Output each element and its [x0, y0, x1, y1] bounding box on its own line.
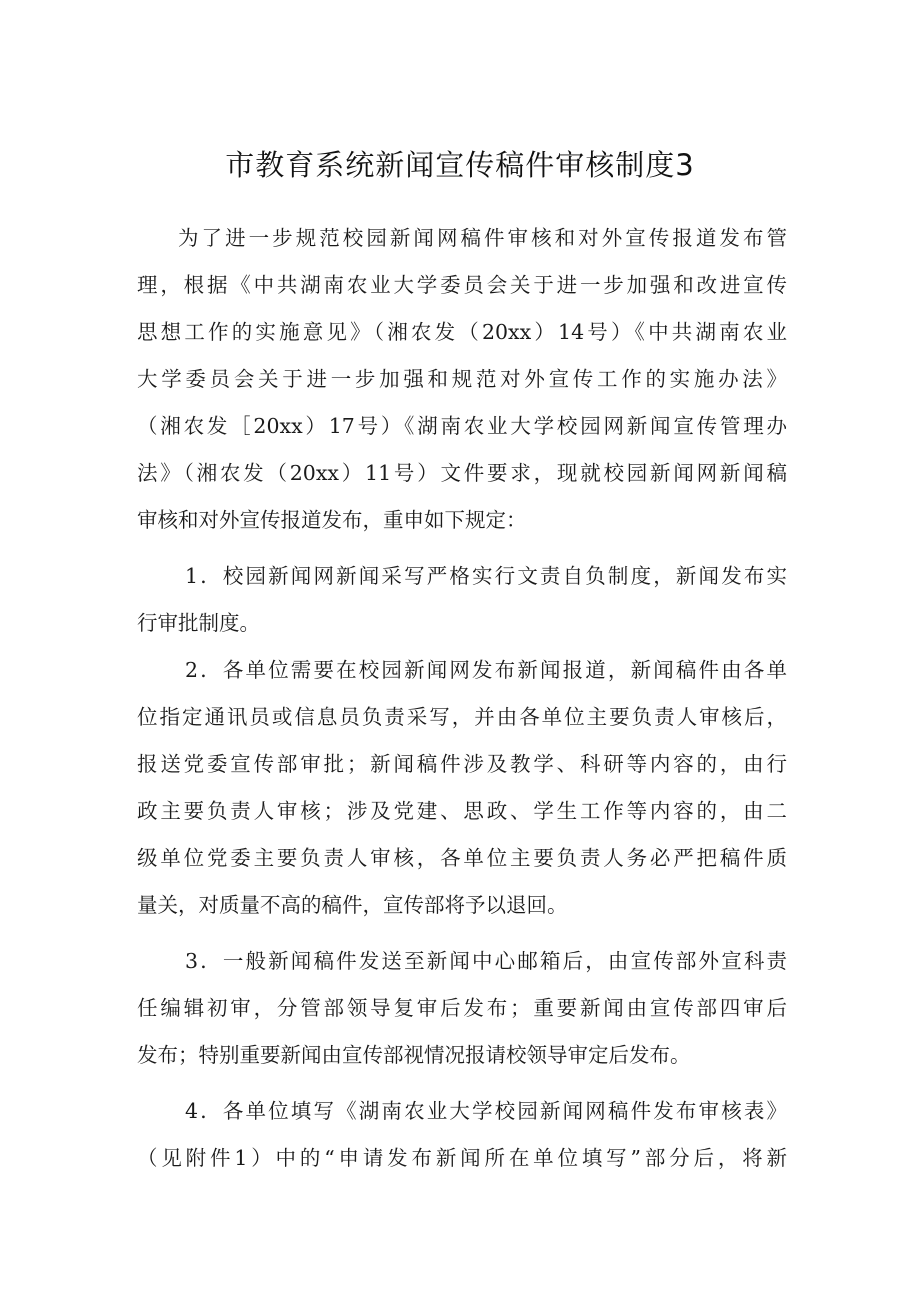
paragraph-line: 政主要负责人审核；涉及党建、思政、学生工作等内容的，由二	[137, 799, 787, 823]
paragraph-line: 3．一般新闻稿件发送至新闻中心邮箱后，由宣传部外宣科责	[185, 949, 787, 973]
paragraph-line: 理，根据《中共湖南农业大学委员会关于进一步加强和改进宣传	[137, 273, 787, 297]
paragraph-line: 2．各单位需要在校园新闻网发布新闻报道，新闻稿件由各单	[185, 658, 787, 682]
paragraph-line: 报送党委宣传部审批；新闻稿件涉及教学、科研等内容的，由行	[137, 752, 787, 776]
paragraph-line: 位指定通讯员或信息员负责采写，并由各单位主要负责人审核后，	[137, 705, 787, 729]
paragraph-line: 1．校园新闻网新闻采写严格实行文责自负制度，新闻发布实	[185, 564, 787, 588]
paragraph-line: 量关，对质量不高的稿件，宣传部将予以退回。	[137, 893, 568, 917]
paragraph-line: 行审批制度。	[137, 611, 260, 635]
paragraph-line: 大学委员会关于进一步加强和规范对外宣传工作的实施办法》	[137, 367, 787, 391]
paragraph-line: 审核和对外宣传报道发布，重申如下规定：	[137, 508, 527, 532]
paragraph-line: 任编辑初审，分管部领导复审后发布；重要新闻由宣传部四审后	[137, 996, 787, 1020]
paragraph-line: （湘农发［20xx）17号）《湖南农业大学校园网新闻宣传管理办	[137, 414, 787, 438]
document-title: 市教育系统新闻宣传稿件审核制度3	[225, 148, 695, 182]
paragraph-line: （见附件1）中的“申请发布新闻所在单位填写”部分后，将新	[137, 1146, 787, 1170]
paragraph-line: 发布；特别重要新闻由宣传部视情况报请校领导审定后发布。	[137, 1043, 691, 1067]
paragraph-line: 级单位党委主要负责人审核，各单位主要负责人务必严把稿件质	[137, 846, 787, 870]
paragraph-line: 为了进一步规范校园新闻网稿件审核和对外宣传报道发布管	[178, 226, 787, 250]
paragraph-line: 4．各单位填写《湖南农业大学校园新闻网稿件发布审核表》	[185, 1099, 787, 1123]
paragraph-line: 思想工作的实施意见》（湘农发（20xx）14号）《中共湖南农业	[137, 320, 787, 344]
paragraph-line: 法》（湘农发（20xx）11号）文件要求，现就校园新闻网新闻稿	[137, 461, 787, 485]
